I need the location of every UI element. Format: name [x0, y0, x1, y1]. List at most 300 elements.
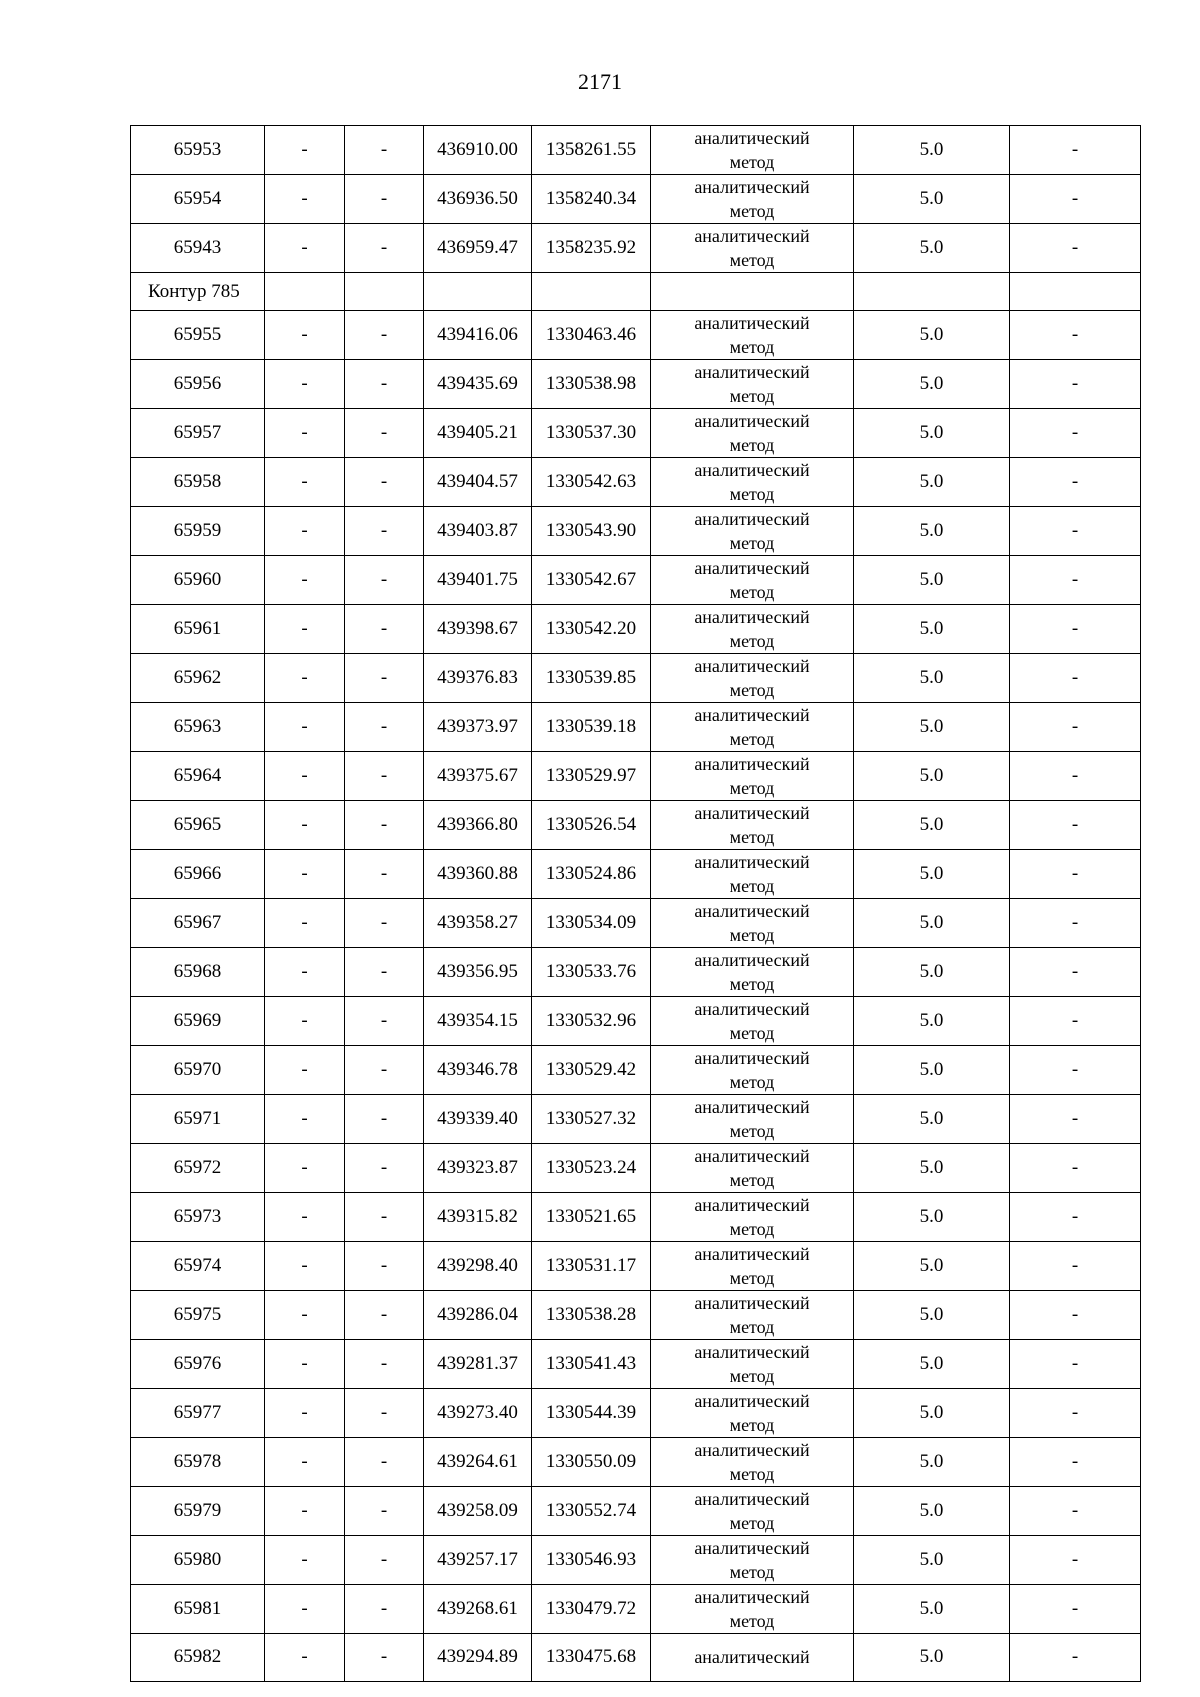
point-id-cell: 65968 — [131, 948, 265, 997]
column-3-cell: - — [345, 1193, 424, 1242]
point-id-cell: 65967 — [131, 899, 265, 948]
y-coordinate-cell: 1330539.85 — [532, 654, 651, 703]
y-coordinate-cell: 1330524.86 — [532, 850, 651, 899]
x-coordinate-cell: 439366.80 — [424, 801, 532, 850]
column-8-cell: - — [1010, 1095, 1141, 1144]
method-line-2: метод — [729, 974, 775, 994]
method-line-1: аналитический — [694, 754, 810, 774]
column-3-cell: - — [345, 1389, 424, 1438]
y-coordinate-cell: 1330542.67 — [532, 556, 651, 605]
method-cell — [651, 605, 854, 654]
table-body-after — [131, 311, 1141, 1634]
table-row — [131, 703, 1141, 752]
method-line-1: аналитический — [694, 1391, 810, 1411]
method-cell: аналитический — [651, 1634, 854, 1682]
precision-cell: 5.0 — [854, 948, 1010, 997]
column-2-cell: - — [265, 311, 345, 360]
method-cell — [651, 997, 854, 1046]
column-3-cell: - — [345, 1585, 424, 1634]
table-body-contour — [131, 273, 1141, 311]
table-body-last — [131, 1634, 1141, 1682]
column-2-cell: - — [265, 126, 345, 175]
x-coordinate-cell: 439257.17 — [424, 1536, 532, 1585]
column-2-cell: - — [265, 556, 345, 605]
column-3-cell: - — [345, 948, 424, 997]
method-line-1: аналитический — [694, 999, 810, 1019]
table-row — [131, 1634, 1141, 1682]
y-coordinate-cell: 1330537.30 — [532, 409, 651, 458]
y-coordinate-cell: 1330546.93 — [532, 1536, 651, 1585]
column-2-cell: - — [265, 409, 345, 458]
point-id-cell: 65972 — [131, 1144, 265, 1193]
coordinates-table — [130, 125, 1141, 1682]
y-coordinate-cell: 1330521.65 — [532, 1193, 651, 1242]
method-line-1: аналитический — [694, 1342, 810, 1362]
method-line-2: метод — [729, 1268, 775, 1288]
precision-cell: 5.0 — [854, 1438, 1010, 1487]
column-8-cell: - — [1010, 1389, 1141, 1438]
column-3-cell: - — [345, 507, 424, 556]
column-2-cell: - — [265, 801, 345, 850]
method-line-1: аналитический — [694, 313, 810, 333]
column-8-cell: - — [1010, 948, 1141, 997]
point-id-cell: 65959 — [131, 507, 265, 556]
y-coordinate-cell: 1330533.76 — [532, 948, 651, 997]
y-coordinate-cell: 1330542.20 — [532, 605, 651, 654]
x-coordinate-cell: 439264.61 — [424, 1438, 532, 1487]
column-8-cell: - — [1010, 1242, 1141, 1291]
empty-cell — [532, 273, 651, 311]
precision-cell: 5.0 — [854, 1487, 1010, 1536]
precision-cell: 5.0 — [854, 1291, 1010, 1340]
precision-cell: 5.0 — [854, 311, 1010, 360]
column-2-cell: - — [265, 458, 345, 507]
y-coordinate-cell: 1330526.54 — [532, 801, 651, 850]
point-id-cell: 65958 — [131, 458, 265, 507]
column-8-cell: - — [1010, 605, 1141, 654]
y-coordinate-cell: 1330542.63 — [532, 458, 651, 507]
method-line-1: аналитический — [694, 362, 810, 382]
y-coordinate-cell: 1330552.74 — [532, 1487, 651, 1536]
column-2-cell: - — [265, 654, 345, 703]
precision-cell: 5.0 — [854, 1585, 1010, 1634]
method-line-1: аналитический — [694, 803, 810, 823]
column-8-cell: - — [1010, 1585, 1141, 1634]
column-3-cell: - — [345, 1438, 424, 1487]
contour-row — [131, 273, 1141, 311]
column-8-cell: - — [1010, 801, 1141, 850]
method-cell — [651, 1046, 854, 1095]
method-cell — [651, 1193, 854, 1242]
column-2-cell: - — [265, 1340, 345, 1389]
column-8-cell: - — [1010, 1291, 1141, 1340]
column-3-cell: - — [345, 703, 424, 752]
method-cell — [651, 1242, 854, 1291]
empty-cell — [265, 273, 345, 311]
column-3-cell: - — [345, 654, 424, 703]
y-coordinate-cell: 1330529.42 — [532, 1046, 651, 1095]
precision-cell: 5.0 — [854, 1242, 1010, 1291]
point-id-cell: 65980 — [131, 1536, 265, 1585]
x-coordinate-cell: 439416.06 — [424, 311, 532, 360]
method-line-1: аналитический — [694, 1097, 810, 1117]
method-cell — [651, 801, 854, 850]
y-coordinate-cell: 1330523.24 — [532, 1144, 651, 1193]
point-id-cell: 65970 — [131, 1046, 265, 1095]
precision-cell: 5.0 — [854, 801, 1010, 850]
column-3-cell: - — [345, 1095, 424, 1144]
x-coordinate-cell: 439403.87 — [424, 507, 532, 556]
column-3-cell: - — [345, 458, 424, 507]
column-8-cell: - — [1010, 899, 1141, 948]
column-8-cell: - — [1010, 703, 1141, 752]
table-row — [131, 1046, 1141, 1095]
precision-cell: 5.0 — [854, 654, 1010, 703]
column-3-cell: - — [345, 311, 424, 360]
method-cell — [651, 1144, 854, 1193]
page-number: 2171 — [578, 69, 622, 94]
column-3-cell: - — [345, 126, 424, 175]
y-coordinate-cell: 1330541.43 — [532, 1340, 651, 1389]
method-cell — [651, 507, 854, 556]
method-line-1: аналитический — [694, 1146, 810, 1166]
table-row — [131, 948, 1141, 997]
y-coordinate-cell: 1358240.34 — [532, 175, 651, 224]
column-3-cell: - — [345, 997, 424, 1046]
column-8-cell: - — [1010, 1438, 1141, 1487]
column-2-cell: - — [265, 1046, 345, 1095]
table-row — [131, 458, 1141, 507]
table-row — [131, 1585, 1141, 1634]
column-3-cell: - — [345, 360, 424, 409]
method-cell — [651, 458, 854, 507]
column-3-cell: - — [345, 752, 424, 801]
column-3-cell: - — [345, 1536, 424, 1585]
method-line-2: метод — [729, 827, 775, 847]
x-coordinate-cell: 439398.67 — [424, 605, 532, 654]
column-8-cell: - — [1010, 175, 1141, 224]
x-coordinate-cell: 439346.78 — [424, 1046, 532, 1095]
table-row — [131, 224, 1141, 273]
x-coordinate-cell: 439360.88 — [424, 850, 532, 899]
column-2-cell: - — [265, 1585, 345, 1634]
precision-cell: 5.0 — [854, 1046, 1010, 1095]
table-row — [131, 801, 1141, 850]
method-cell — [651, 224, 854, 273]
method-cell — [651, 311, 854, 360]
y-coordinate-cell: 1330532.96 — [532, 997, 651, 1046]
y-coordinate-cell: 1330544.39 — [532, 1389, 651, 1438]
x-coordinate-cell: 439373.97 — [424, 703, 532, 752]
method-line-1: аналитический — [694, 1538, 810, 1558]
column-8-cell: - — [1010, 997, 1141, 1046]
method-cell — [651, 1389, 854, 1438]
table-row — [131, 507, 1141, 556]
precision-cell: 5.0 — [854, 360, 1010, 409]
column-3-cell: - — [345, 1144, 424, 1193]
column-8-cell: - — [1010, 1144, 1141, 1193]
column-2-cell: - — [265, 752, 345, 801]
precision-cell: 5.0 — [854, 507, 1010, 556]
x-coordinate-cell: 439273.40 — [424, 1389, 532, 1438]
point-id-cell: 65960 — [131, 556, 265, 605]
table-row — [131, 752, 1141, 801]
method-line-2: метод — [729, 1366, 775, 1386]
point-id-cell: 65943 — [131, 224, 265, 273]
column-8-cell: - — [1010, 409, 1141, 458]
x-coordinate-cell: 439404.57 — [424, 458, 532, 507]
point-id-cell: 65956 — [131, 360, 265, 409]
method-line-1: аналитический — [694, 1293, 810, 1313]
method-line-2: метод — [729, 337, 775, 357]
y-coordinate-cell: 1330479.72 — [532, 1585, 651, 1634]
method-line-1: аналитический — [694, 411, 810, 431]
precision-cell: 5.0 — [854, 850, 1010, 899]
column-2-cell: - — [265, 175, 345, 224]
column-3-cell: - — [345, 175, 424, 224]
method-line-1: аналитический — [694, 656, 810, 676]
method-line-2: метод — [729, 1170, 775, 1190]
method-line-1: аналитический — [694, 1440, 810, 1460]
method-line-2: метод — [729, 680, 775, 700]
method-cell — [651, 703, 854, 752]
column-3-cell: - — [345, 409, 424, 458]
column-8-cell: - — [1010, 507, 1141, 556]
point-id-cell: 65966 — [131, 850, 265, 899]
method-line-2: метод — [729, 435, 775, 455]
table-row — [131, 1536, 1141, 1585]
empty-cell — [424, 273, 532, 311]
table-row — [131, 997, 1141, 1046]
column-2-cell: - — [265, 1144, 345, 1193]
x-coordinate-cell: 436959.47 — [424, 224, 532, 273]
point-id-cell: 65971 — [131, 1095, 265, 1144]
precision-cell: 5.0 — [854, 899, 1010, 948]
empty-cell — [345, 273, 424, 311]
method-line-2: метод — [729, 1121, 775, 1141]
x-coordinate-cell: 439375.67 — [424, 752, 532, 801]
method-cell — [651, 1291, 854, 1340]
y-coordinate-cell: 1358261.55 — [532, 126, 651, 175]
method-line-2: метод — [729, 1072, 775, 1092]
empty-cell — [854, 273, 1010, 311]
point-id-cell: 65982 — [131, 1634, 265, 1682]
method-cell — [651, 409, 854, 458]
method-cell — [651, 899, 854, 948]
x-coordinate-cell: 439294.89 — [424, 1634, 532, 1682]
method-line-2: метод — [729, 1023, 775, 1043]
x-coordinate-cell: 439435.69 — [424, 360, 532, 409]
table-row — [131, 1340, 1141, 1389]
method-line-2: метод — [729, 386, 775, 406]
point-id-cell: 65981 — [131, 1585, 265, 1634]
method-line-1: аналитический — [694, 558, 810, 578]
contour-label: Контур 785 — [131, 273, 265, 311]
table-row — [131, 311, 1141, 360]
column-2-cell: - — [265, 224, 345, 273]
point-id-cell: 65955 — [131, 311, 265, 360]
column-8-cell: - — [1010, 126, 1141, 175]
column-2-cell: - — [265, 1634, 345, 1682]
table-row — [131, 1242, 1141, 1291]
point-id-cell: 65975 — [131, 1291, 265, 1340]
precision-cell: 5.0 — [854, 703, 1010, 752]
table-row — [131, 360, 1141, 409]
method-line-2: метод — [729, 631, 775, 651]
table-row — [131, 1193, 1141, 1242]
method-line-1: аналитический — [694, 705, 810, 725]
column-2-cell: - — [265, 703, 345, 752]
precision-cell: 5.0 — [854, 1193, 1010, 1242]
column-2-cell: - — [265, 1536, 345, 1585]
x-coordinate-cell: 439358.27 — [424, 899, 532, 948]
method-cell — [651, 1340, 854, 1389]
method-cell — [651, 360, 854, 409]
method-cell — [651, 126, 854, 175]
precision-cell: 5.0 — [854, 556, 1010, 605]
precision-cell: 5.0 — [854, 1095, 1010, 1144]
column-2-cell: - — [265, 1291, 345, 1340]
method-cell — [651, 1585, 854, 1634]
precision-cell: 5.0 — [854, 126, 1010, 175]
column-2-cell: - — [265, 1438, 345, 1487]
y-coordinate-cell: 1330538.98 — [532, 360, 651, 409]
column-2-cell: - — [265, 850, 345, 899]
column-3-cell: - — [345, 1340, 424, 1389]
method-line-1: аналитический — [694, 177, 810, 197]
point-id-cell: 65954 — [131, 175, 265, 224]
y-coordinate-cell: 1358235.92 — [532, 224, 651, 273]
method-cell — [651, 850, 854, 899]
x-coordinate-cell: 436910.00 — [424, 126, 532, 175]
empty-cell — [651, 273, 854, 311]
method-line-1: аналитический — [694, 460, 810, 480]
point-id-cell: 65957 — [131, 409, 265, 458]
point-id-cell: 65977 — [131, 1389, 265, 1438]
precision-cell: 5.0 — [854, 224, 1010, 273]
x-coordinate-cell: 439405.21 — [424, 409, 532, 458]
table-row — [131, 126, 1141, 175]
method-line-1: аналитический — [694, 1244, 810, 1264]
column-8-cell: - — [1010, 1340, 1141, 1389]
point-id-cell: 65978 — [131, 1438, 265, 1487]
x-coordinate-cell: 439298.40 — [424, 1242, 532, 1291]
column-8-cell: - — [1010, 1487, 1141, 1536]
x-coordinate-cell: 439354.15 — [424, 997, 532, 1046]
x-coordinate-cell: 439286.04 — [424, 1291, 532, 1340]
column-3-cell: - — [345, 1487, 424, 1536]
y-coordinate-cell: 1330527.32 — [532, 1095, 651, 1144]
precision-cell: 5.0 — [854, 1634, 1010, 1682]
x-coordinate-cell: 439339.40 — [424, 1095, 532, 1144]
precision-cell: 5.0 — [854, 409, 1010, 458]
method-line-1: аналитический — [694, 1048, 810, 1068]
table-row — [131, 605, 1141, 654]
y-coordinate-cell: 1330538.28 — [532, 1291, 651, 1340]
column-8-cell: - — [1010, 360, 1141, 409]
table-row — [131, 1095, 1141, 1144]
column-2-cell: - — [265, 605, 345, 654]
precision-cell: 5.0 — [854, 1144, 1010, 1193]
column-3-cell: - — [345, 224, 424, 273]
x-coordinate-cell: 439315.82 — [424, 1193, 532, 1242]
column-3-cell: - — [345, 1242, 424, 1291]
column-8-cell: - — [1010, 1193, 1141, 1242]
column-3-cell: - — [345, 556, 424, 605]
x-coordinate-cell: 439376.83 — [424, 654, 532, 703]
method-line-2: метод — [729, 925, 775, 945]
precision-cell: 5.0 — [854, 605, 1010, 654]
point-id-cell: 65953 — [131, 126, 265, 175]
column-3-cell: - — [345, 899, 424, 948]
point-id-cell: 65963 — [131, 703, 265, 752]
method-line-2: метод — [729, 1562, 775, 1582]
y-coordinate-cell: 1330534.09 — [532, 899, 651, 948]
table-row — [131, 1144, 1141, 1193]
method-line-1: аналитический — [694, 1489, 810, 1509]
y-coordinate-cell: 1330529.97 — [532, 752, 651, 801]
x-coordinate-cell: 439401.75 — [424, 556, 532, 605]
column-2-cell: - — [265, 1487, 345, 1536]
method-cell — [651, 1487, 854, 1536]
x-coordinate-cell: 439258.09 — [424, 1487, 532, 1536]
method-line-2: метод — [729, 1513, 775, 1533]
column-3-cell: - — [345, 1046, 424, 1095]
x-coordinate-cell: 439281.37 — [424, 1340, 532, 1389]
column-2-cell: - — [265, 1389, 345, 1438]
column-8-cell: - — [1010, 224, 1141, 273]
column-2-cell: - — [265, 507, 345, 556]
column-2-cell: - — [265, 899, 345, 948]
table-row — [131, 175, 1141, 224]
method-line-1: аналитический — [694, 226, 810, 246]
table-body-before — [131, 126, 1141, 273]
column-2-cell: - — [265, 1095, 345, 1144]
column-2-cell: - — [265, 1242, 345, 1291]
method-line-2: метод — [729, 152, 775, 172]
method-line-2: метод — [729, 1317, 775, 1337]
table-row — [131, 850, 1141, 899]
method-line-1: аналитический — [694, 852, 810, 872]
x-coordinate-cell: 439268.61 — [424, 1585, 532, 1634]
method-line-2: метод — [729, 778, 775, 798]
point-id-cell: 65964 — [131, 752, 265, 801]
column-2-cell: - — [265, 997, 345, 1046]
column-2-cell: - — [265, 360, 345, 409]
column-3-cell: - — [345, 850, 424, 899]
column-8-cell: - — [1010, 311, 1141, 360]
method-cell — [651, 1536, 854, 1585]
method-line-1: аналитический — [694, 901, 810, 921]
y-coordinate-cell: 1330539.18 — [532, 703, 651, 752]
column-8-cell: - — [1010, 752, 1141, 801]
method-line-2: метод — [729, 876, 775, 896]
column-3-cell: - — [345, 801, 424, 850]
method-cell — [651, 556, 854, 605]
table-row — [131, 1487, 1141, 1536]
point-id-cell: 65961 — [131, 605, 265, 654]
point-id-cell: 65974 — [131, 1242, 265, 1291]
point-id-cell: 65962 — [131, 654, 265, 703]
method-cell — [651, 175, 854, 224]
method-line-1: аналитический — [694, 128, 810, 148]
point-id-cell: 65973 — [131, 1193, 265, 1242]
method-line-2: метод — [729, 484, 775, 504]
method-line-2: метод — [729, 1415, 775, 1435]
method-line-1: аналитический — [694, 1587, 810, 1607]
method-line-1: аналитический — [694, 607, 810, 627]
column-2-cell: - — [265, 1193, 345, 1242]
